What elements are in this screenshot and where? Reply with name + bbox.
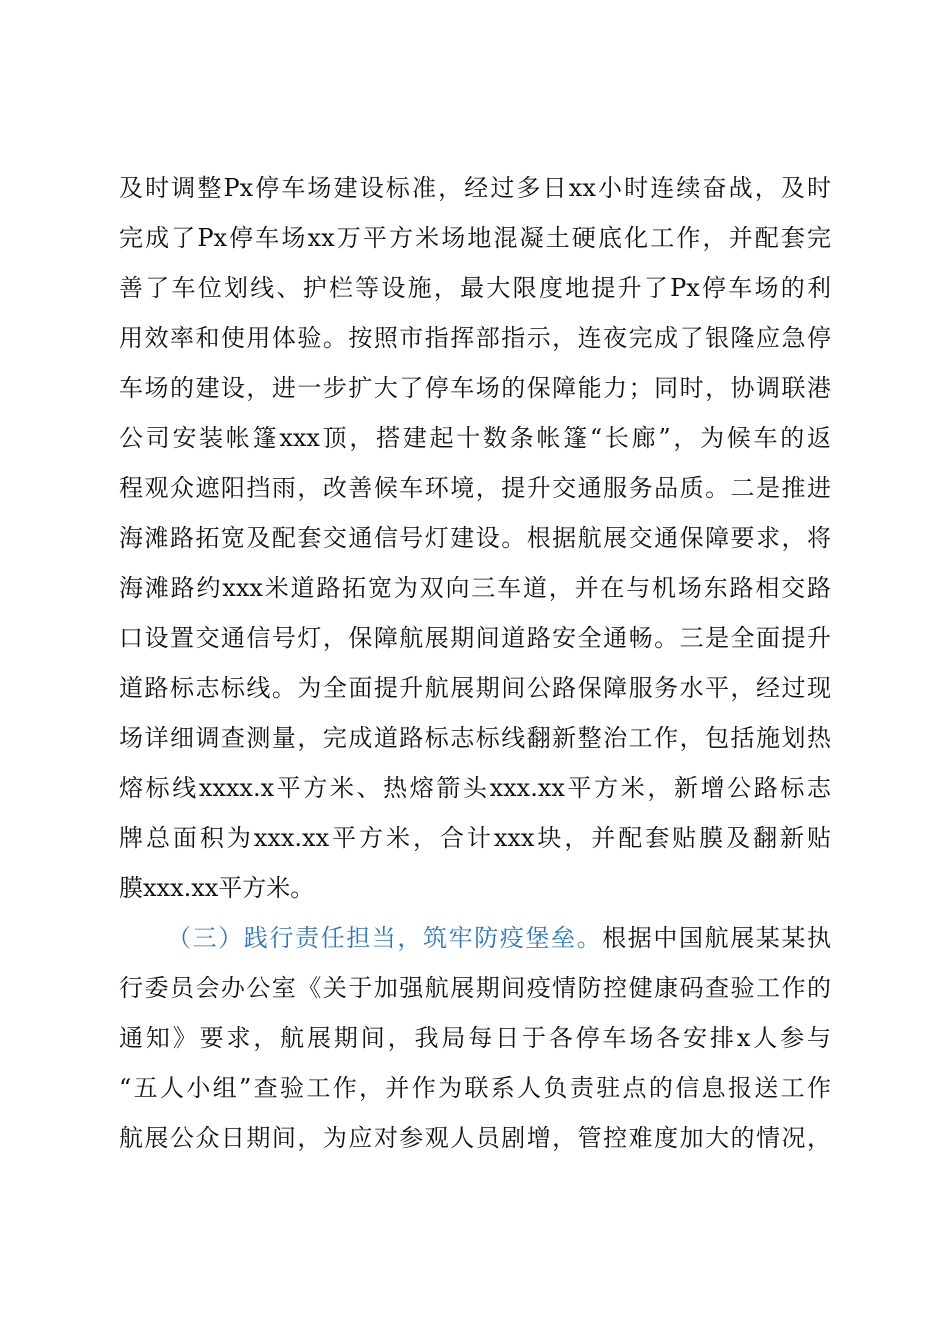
- section-heading-line: [167, 918, 831, 958]
- paragraph-line: 通知》要求，航展期间，我局每日于各停车场各安排x人参与: [119, 1024, 831, 1052]
- paragraph-line: “五人小组”查验工作，并作为联系人负责驻点的信息报送工作: [119, 1074, 831, 1102]
- paragraph-line: 用效率和使用体验。按照市指挥部指示，连夜完成了银隆应急停: [119, 324, 831, 352]
- paragraph-line: 牌总面积为xxx.xx平方米，合计xxx块，并配套贴膜及翻新贴: [119, 824, 831, 852]
- paragraph-line: 行委员会办公室《关于加强航展期间疫情防控健康码查验工作的: [119, 974, 831, 1002]
- paragraph-line: 膜xxx.xx平方米。: [119, 874, 315, 902]
- paragraph-line: 善了车位划线、护栏等设施，最大限度地提升了Px停车场的利: [119, 274, 831, 302]
- paragraph-line: 程观众遮阳挡雨，改善候车环境，提升交通服务品质。二是推进: [119, 474, 831, 502]
- paragraph-line-rest: 根据中国航展某某执: [602, 924, 832, 952]
- paragraph-line: 完成了Px停车场xx万平方米场地混凝土硬底化工作，并配套完: [119, 224, 831, 252]
- paragraph-line: 口设置交通信号灯，保障航展期间道路安全通畅。三是全面提升: [119, 624, 831, 652]
- paragraph-line: 熔标线xxxx.x平方米、热熔箭头xxx.xx平方米，新增公路标志: [119, 774, 831, 802]
- paragraph-line: 场详细调查测量，完成道路标志标线翻新整治工作，包括施划热: [119, 724, 831, 752]
- section-heading: （三）践行责任担当，筑牢防疫堡垒。: [167, 924, 603, 952]
- paragraph-line: 道路标志标线。为全面提升航展期间公路保障服务水平，经过现: [119, 674, 831, 702]
- paragraph-line: 公司安装帐篷xxx顶，搭建起十数条帐篷“长廊”，为候车的返: [119, 424, 831, 452]
- paragraph-line: 航展公众日期间，为应对参观人员剧增，管控难度加大的情况，: [119, 1124, 831, 1152]
- paragraph-line: 海滩路约xxx米道路拓宽为双向三车道，并在与机场东路相交路: [119, 574, 831, 602]
- paragraph-line: 及时调整Px停车场建设标准，经过多日xx小时连续奋战，及时: [119, 174, 831, 202]
- paragraph-line: 车场的建设，进一步扩大了停车场的保障能力；同时，协调联港: [119, 374, 831, 402]
- paragraph-line: 海滩路拓宽及配套交通信号灯建设。根据航展交通保障要求，将: [119, 524, 831, 552]
